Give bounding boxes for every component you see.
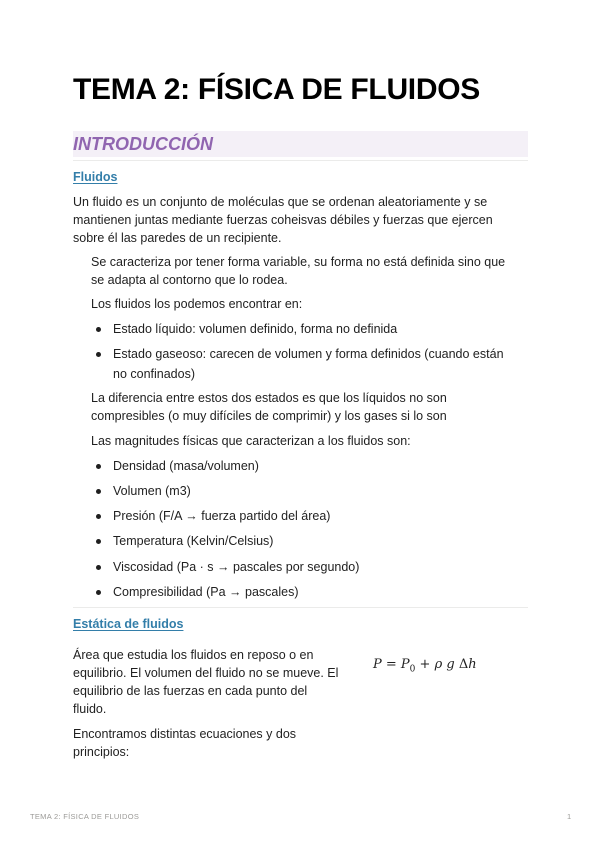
bullet-dot — [96, 489, 101, 494]
footer-page-number: 1 — [567, 812, 572, 821]
subheading-estatica-de-fluidos[interactable]: Estática de fluidos — [73, 617, 184, 631]
list-item-text: Compresibilidad (Pa → pascales) — [113, 585, 299, 599]
bullet-dot — [96, 565, 101, 570]
list-item-magnitude — [91, 531, 273, 551]
formula-g: g — [442, 657, 459, 672]
list-item-text-line-2: no confinados) — [113, 367, 196, 381]
divider — [73, 607, 528, 608]
list-item-text: Presión (F/A → fuerza partido del área) — [113, 509, 331, 523]
formula-delta: Δ — [458, 657, 469, 672]
paragraph-intro-line-3: sobre él las paredes de un recipiente. — [73, 231, 282, 245]
paragraph-states-intro: Los fluidos los podemos encontrar en: — [91, 297, 303, 311]
paragraph-statics-line-2: equilibrio. El volumen del fluido no se mueve. El — [73, 666, 339, 680]
list-item-magnitude — [91, 456, 259, 476]
list-item-liquid — [91, 319, 397, 339]
bullet-dot — [96, 539, 101, 544]
list-item-magnitude — [91, 481, 191, 501]
list-item-text: Temperatura (Kelvin/Celsius) — [113, 534, 274, 548]
paragraph-intro-line-1: Un fluido es un conjunto de moléculas que se ordenan aleatoriamente y se — [73, 195, 488, 209]
list-item-text: Densidad (masa/volumen) — [113, 459, 259, 473]
bullet-dot — [96, 514, 101, 519]
list-item-text-line-1: Estado gaseoso: carecen de volumen y forma definidos (cuando están — [113, 347, 504, 361]
paragraph-magnitudes-intro: Las magnitudes físicas que caracterizan a los fluidos son: — [91, 434, 411, 448]
subheading-fluidos[interactable]: Fluidos — [73, 170, 118, 184]
formula-plus: + — [415, 657, 435, 672]
paragraph-variable-line-2: se adapta al contorno que lo rodea. — [91, 273, 288, 287]
paragraph-statics-line-4: fluido. — [73, 702, 107, 716]
paragraph-difference-line-2: compresibles (o muy difíciles de comprimir) y los gases si lo son — [91, 409, 447, 423]
formula-equals: = — [381, 657, 401, 672]
paragraph-statics-line-1: Área que estudia los fluidos en reposo o en — [73, 648, 314, 662]
paragraph-equations-line-2: principios: — [73, 745, 130, 759]
page-title: TEMA 2: FÍSICA DE FLUIDOS — [73, 73, 480, 106]
formula-p: P — [400, 657, 410, 672]
paragraph-intro-line-2: mantienen juntas mediante fuerzas coheisvas débiles y fuerzas que ejercen — [73, 213, 493, 227]
paragraph-statics-line-3: equilibrio de las fuerzas en cada punto del — [73, 684, 308, 698]
bullet-dot — [96, 590, 101, 595]
paragraph-difference-line-1: La diferencia entre estos dos estados es que los líquidos no son — [91, 391, 447, 405]
list-item-magnitude — [91, 506, 330, 526]
formula-rho: ρ — [434, 657, 443, 672]
list-item-text: Viscosidad (Pa · s → pascales por segundo) — [113, 560, 360, 574]
bullet-dot — [96, 327, 101, 332]
formula-lhs: P — [373, 657, 382, 672]
footer-document-title: TEMA 2: FÍSICA DE FLUIDOS — [30, 812, 140, 821]
bullet-dot — [96, 464, 101, 469]
hydrostatic-pressure-formula — [373, 657, 477, 675]
bullet-dot — [96, 352, 101, 357]
list-item-magnitude — [91, 582, 299, 602]
list-item-text: Volumen (m3) — [113, 484, 191, 498]
list-item-text: Estado líquido: volumen definido, forma no definida — [113, 322, 398, 336]
paragraph-equations-line-1: Encontramos distintas ecuaciones y dos — [73, 727, 297, 741]
formula-p-subscript: 0 — [409, 664, 416, 675]
list-item-gas — [91, 344, 504, 384]
list-item-magnitude — [91, 557, 359, 577]
section-heading-introduccion: INTRODUCCIÓN — [73, 131, 528, 157]
paragraph-variable-line-1: Se caracteriza por tener forma variable, su forma no está definida sino que — [91, 255, 506, 269]
formula-h: h — [468, 657, 477, 672]
divider — [73, 160, 528, 161]
